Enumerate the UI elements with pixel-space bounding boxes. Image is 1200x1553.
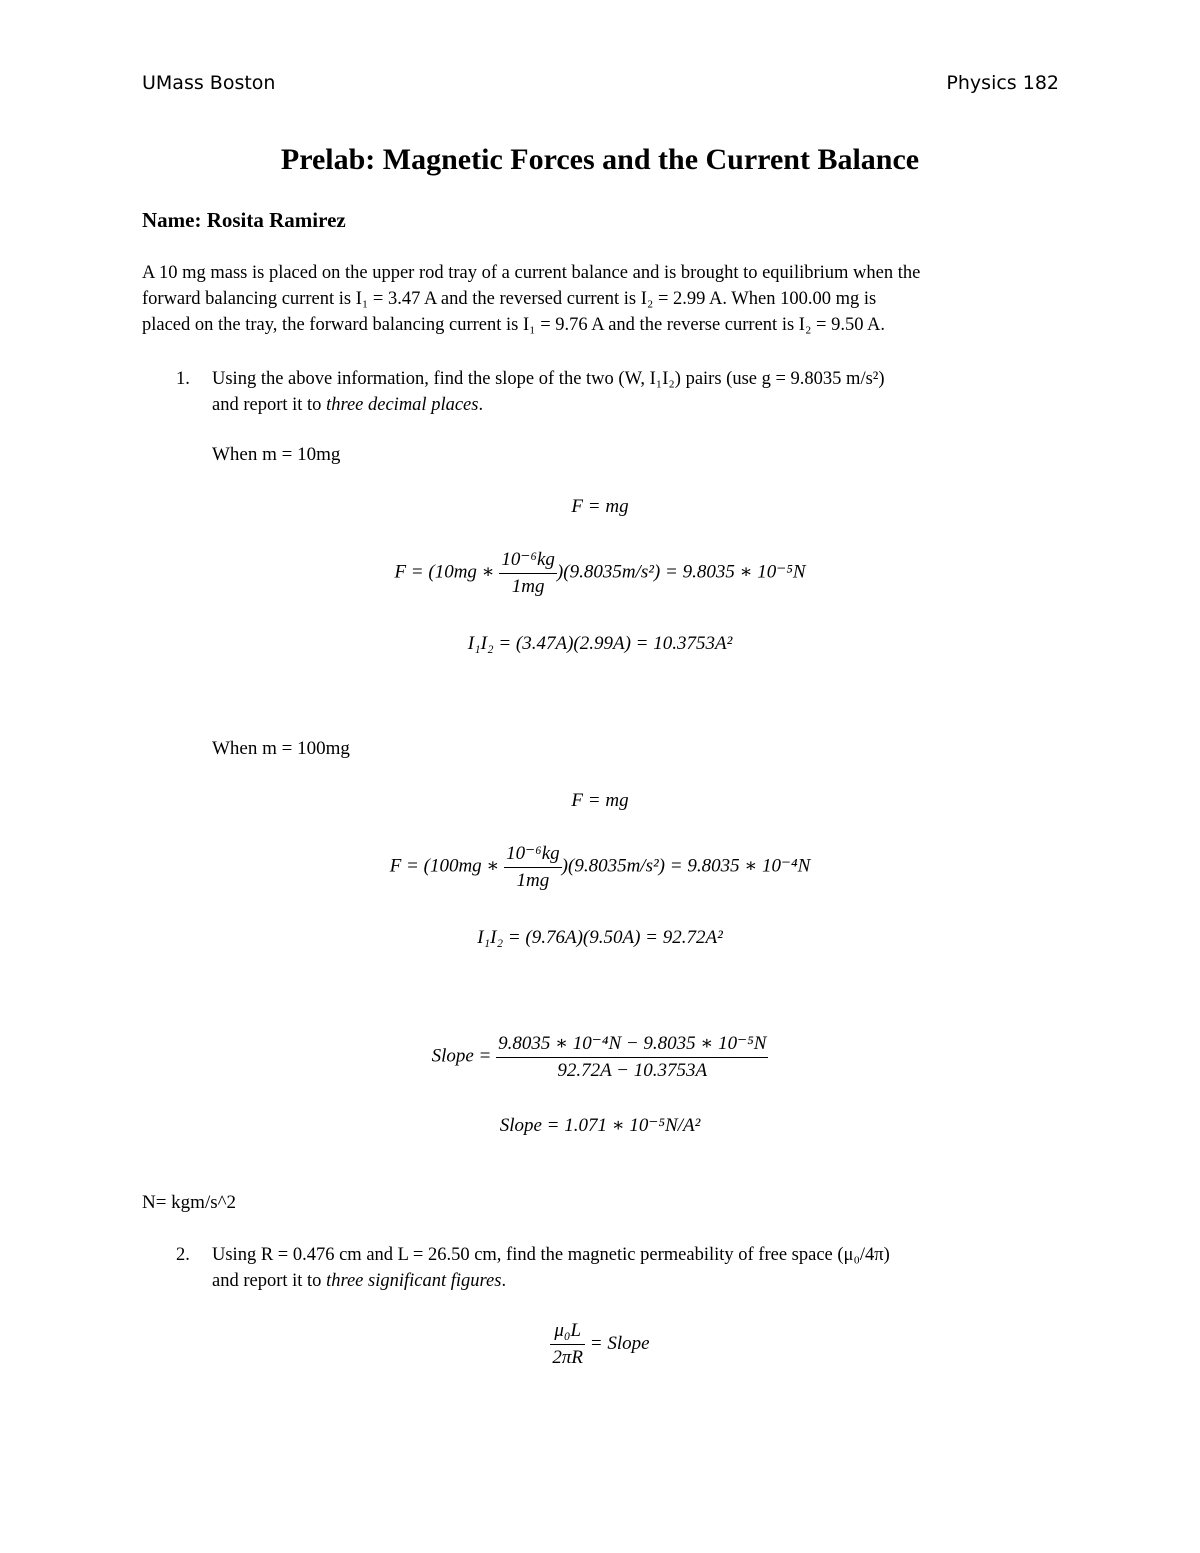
question-1-line-1: Using the above information, find the slope of the two (W, I₁I₂) pairs (use g = 9.8035 m/s²): [212, 369, 885, 389]
question-1-text: [212, 366, 1062, 418]
page-title: Prelab: Magnetic Forces and the Current Balance: [280, 143, 920, 176]
case-1-force-formula: F = mg: [571, 496, 629, 517]
intro-line-2: forward balancing current is I₁ = 3.47 A and the reversed current is I₂ = 2.99 A. When 100.00 mg is: [142, 289, 877, 309]
permeability-equation: $\frac{\text{μ₀L}}{2\pi R}$ = Slope: [552, 1320, 650, 1368]
case-1-conversion-fraction: $\frac{\text{10⁻⁶kg}}{1mg}$: [501, 549, 555, 597]
student-name: Name: Rosita Ramirez: [142, 208, 346, 232]
case-1-force-calculation: F = (10mg ∗ $\frac{\text{10⁻⁶kg}}{1mg}$ )(9.8035m/s²) = 9.8035 ∗ 10⁻⁵N: [394, 549, 806, 597]
case-1-heading: When m = 10mg: [212, 444, 341, 465]
case-2-current-product: I₁I₂ = (9.76A)(9.50A) = 92.72A²: [477, 927, 723, 948]
question-2-text: [212, 1242, 1062, 1294]
question-2-line-1: Using R = 0.476 cm and L = 26.50 cm, find the magnetic permeability of free space (μ₀/4π): [212, 1245, 890, 1265]
header-course: Physics 182: [946, 72, 1059, 94]
slope-calculation: Slope = $\frac{\text{9.8035 ∗ 10⁻⁴N − 9.8035 ∗ 10⁻⁵N}}{92.72A - 10.3753A}$: [431, 1033, 767, 1081]
question-1-line-2: and report it to three decimal places.: [212, 395, 484, 415]
intro-line-1: A 10 mg mass is placed on the upper rod tray of a current balance and is brought to equilibrium when the: [142, 263, 921, 283]
case-2-force-calculation: F = (100mg ∗ $\frac{\text{10⁻⁶kg}}{1mg}$ )(9.8035m/s²) = 9.8035 ∗ 10⁻⁴N: [389, 843, 811, 891]
case-2-heading: When m = 100mg: [212, 738, 350, 759]
case-1-current-product: I₁I₂ = (3.47A)(2.99A) = 10.3753A²: [467, 633, 733, 654]
units-note: N= kgm/s^2: [142, 1192, 237, 1213]
permeability-fraction: $\frac{\text{μ₀L}}{2\pi R}$: [552, 1320, 584, 1368]
slope-result: Slope = 1.071 ∗ 10⁻⁵N/A²: [499, 1115, 701, 1136]
case-2-conversion-fraction: $\frac{\text{10⁻⁶kg}}{1mg}$: [506, 843, 560, 891]
header-institution: UMass Boston: [142, 72, 276, 94]
emphasis-decimal-places: three decimal places: [326, 395, 479, 415]
intro-paragraph: [142, 260, 1062, 338]
slope-fraction: $\frac{\text{9.8035 ∗ 10⁻⁴N − 9.8035 ∗ 10⁻⁵N}}{92.72A - 10.3753A}$: [498, 1033, 767, 1081]
case-2-force-formula: F = mg: [571, 790, 629, 811]
question-2: [142, 1242, 1200, 1302]
question-2-line-2: and report it to three significant figures.: [212, 1271, 507, 1291]
question-1: [142, 366, 1200, 426]
emphasis-significant-figures: three significant figures: [326, 1271, 502, 1291]
intro-line-3: placed on the tray, the forward balancing current is I₁ = 9.76 A and the reverse current is I₂ = 9.50 A.: [142, 315, 886, 335]
question-1-number: 1.: [176, 369, 190, 389]
question-2-number: 2.: [176, 1245, 190, 1265]
